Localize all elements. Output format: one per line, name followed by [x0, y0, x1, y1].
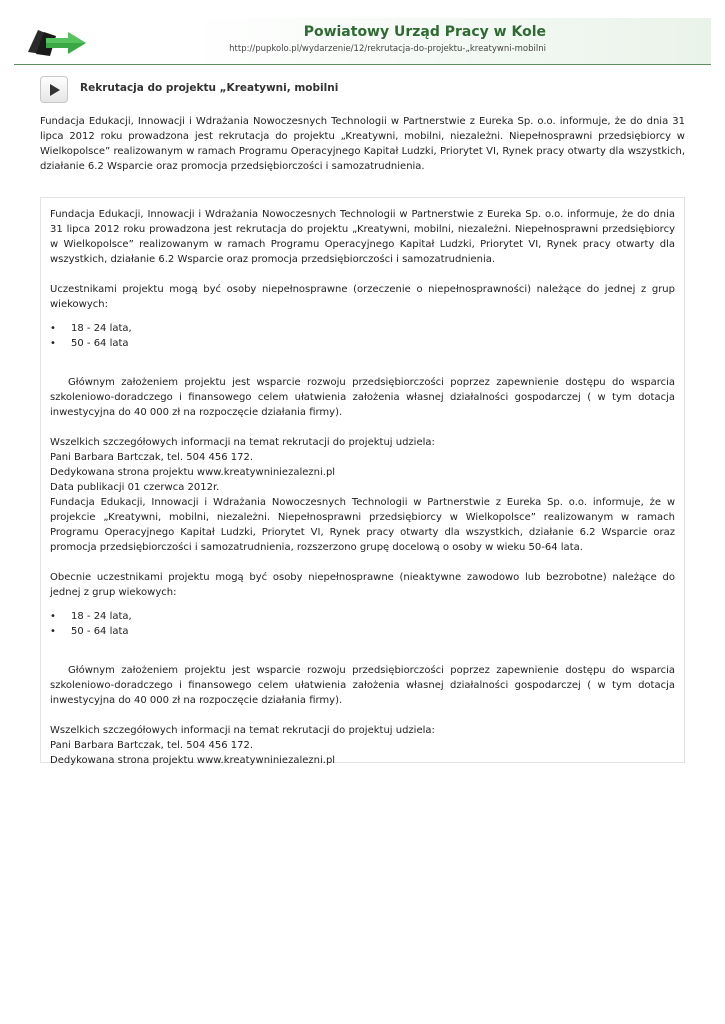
contact-line: Pani Barbara Bartczak, tel. 504 456 172.: [50, 740, 254, 751]
site-header: [14, 18, 711, 65]
paragraph: Głównym założeniem projektu jest wsparcie rozwoju przedsiębiorczości poprzez zapewnienie dostępu do wsparcia szkoleniowo-doradczego i finansowego celem ułatwienia założenia własnej działalności gospodarczej ( w tym dotacja inwestycyjna do 40 000 zł na rozpoczęcie działania firmy).: [50, 665, 675, 706]
paragraph: Fundacja Edukacji, Innowacji i Wdrażania Nowoczesnych Technologii w Partnerstwie z Eureka Sp. o.o. informuje, że do dnia 31 lipca 2012 roku prowadzona jest rekrutacja do projektu „Kreatywni, mobilni, niezależni. Niepełnosprawni przedsiębiorcy w Wielkopolsce” realizowanym w ramach Programu Operacyjnego Kapitał Ludzki, Priorytet VI, Rynek pracy otwarty dla wszystkich, działanie 6.2 Wsparcie oraz promocja przedsiębiorczości i samozatrudnienia.: [50, 209, 675, 265]
paragraph: Głównym założeniem projektu jest wsparcie rozwoju przedsiębiorczości poprzez zapewnienie dostępu do wsparcia szkoleniowo-doradczego i finansowego celem ułatwienia założenia własnej działalności gospodarczej ( w tym dotacja inwestycyjna do 40 000 zł na rozpoczęcie działania firmy).: [50, 377, 675, 418]
pup-logo-icon: [26, 24, 88, 58]
paragraph: Fundacja Edukacji, Innowacji i Wdrażania Nowoczesnych Technologii w Partnerstwie z Eureka Sp. o.o. informuje, że w projekcie „Kreatywni, mobilni, niezależni. Niepełnosprawni przedsiębiorcy w Wielkopolsce” realizowanym w ramach Programu Operacyjnego Kapitał Ludzki, Priorytet VI, Rynek pracy otwarty dla wszystkich, działanie 6.2 Wsparcie oraz promocja przedsiębiorczości i samozatrudnienia, rozszerzono grupę docelową o osoby w wieku 50-64 lata.: [50, 497, 675, 553]
contact-line: Dedykowana strona projektu www.kreatywniniezalezni.pl: [50, 467, 336, 478]
paragraph: Uczestnikami projektu mogą być osoby niepełnosprawne (orzeczenie o niepełnosprawności) należące do jednej z grup wiekowych:: [50, 284, 675, 310]
list-item: • 18 - 24 lata,: [50, 321, 675, 336]
contact-line: Wszelkich szczegółowych informacji na temat rekrutacji do projektuj udziela:: [50, 725, 435, 736]
article-arrow-button[interactable]: [40, 76, 68, 103]
age-group-list: [50, 321, 675, 351]
contact-line: Wszelkich szczegółowych informacji na temat rekrutacji do projektuj udziela:: [50, 437, 435, 448]
article-title: Rekrutacja do projektu „Kreatywni, mobilni: [80, 82, 339, 94]
list-item: • 50 - 64 lata: [50, 336, 675, 351]
publication-date: Data publikacji 01 czerwca 2012r.: [50, 482, 220, 493]
article-body: [50, 207, 675, 768]
article-header: [40, 76, 680, 106]
article-intro: Fundacja Edukacji, Innowacji i Wdrażania Nowoczesnych Technologii w Partnerstwie z Eureka Sp. o.o. informuje, że do dnia 31 lipca 2012 roku prowadzona jest rekrutacja do projektu „Kreatywni, mobilni, niezależni. Niepełnosprawni przedsiębiorcy w Wielkopolsce” realizowanym w ramach Programu Operacyjnego Kapitał Ludzki, Priorytet VI, Rynek pracy otwarty dla wszystkich, działanie 6.2 Wsparcie oraz promocja przedsiębiorczości i samozatrudnienia.: [40, 116, 685, 172]
contact-line: Dedykowana strona projektu www.kreatywniniezalezni.pl: [50, 755, 336, 766]
contact-line: Pani Barbara Bartczak, tel. 504 456 172.: [50, 452, 254, 463]
list-item: • 50 - 64 lata: [50, 624, 675, 639]
list-item: • 18 - 24 lata,: [50, 609, 675, 624]
paragraph: Obecnie uczestnikami projektu mogą być osoby niepełnosprawne (nieaktywne zawodowo lub bezrobotne) należące do jednej z grup wiekowych:: [50, 572, 675, 598]
page-url[interactable]: http://pupkolo.pl/wydarzenie/12/rekrutacja-do-projektu-„kreatywni-mobilni: [229, 44, 546, 54]
play-arrow-icon: [50, 84, 60, 96]
article-content-box: [40, 197, 685, 766]
site-title: Powiatowy Urząd Pracy w Kole: [303, 24, 546, 40]
age-group-list: [50, 609, 675, 639]
